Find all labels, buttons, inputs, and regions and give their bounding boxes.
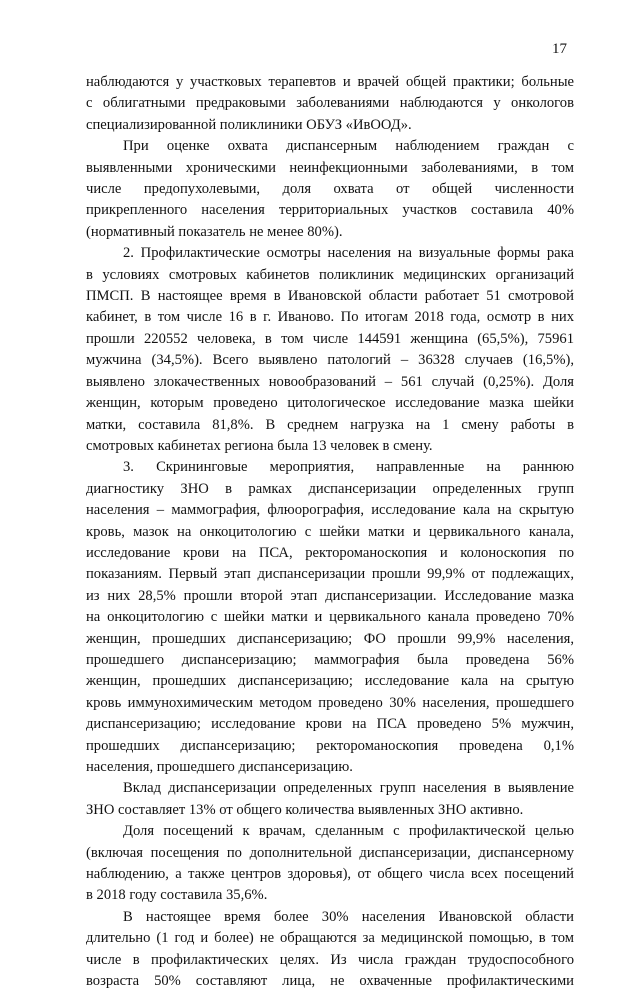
- paragraph: [86, 821, 574, 907]
- text-line: женщин, прошедших диспансеризацию; исследование кала на срытую: [86, 673, 574, 690]
- text-line: специализированной поликлиники ОБУЗ «ИвООД».: [86, 116, 412, 133]
- text-line: женщин, прошедших диспансеризацию; ФО прошли 99,9% населения,: [86, 630, 574, 647]
- text-line: диспансеризацию; исследование крови на ПСА проведено 5% мужчин,: [86, 716, 574, 733]
- paragraph: [86, 72, 574, 136]
- paragraph: [86, 457, 574, 778]
- text-line: из них 28,5% прошли второй этап диспансеризации. Исследование мазка: [86, 587, 574, 604]
- text-line: длительно (1 год и более) не обращаются за медицинской помощью, в том: [86, 930, 574, 947]
- text-line: женщин, которым проведено цитологическое исследование мазка шейки: [86, 395, 574, 412]
- text-line: (включая посещения по дополнительной диспансеризации, диспансерному: [86, 844, 574, 861]
- text-line: на онкоцитологию с шейки матки и цервикального канала проведено 70%: [86, 609, 574, 626]
- text-line: исследование крови на ПСА, ректороманоскопия и колоноскопия по: [86, 544, 574, 561]
- text-line: ЗНО составляет 13% от общего количества выявленных ЗНО активно.: [86, 801, 524, 818]
- text-line: прикрепленного населения территориальных участков составила 40%: [86, 202, 574, 219]
- text-line: выявленными хроническими неинфекционными заболеваниями, в том: [86, 159, 574, 176]
- text-line: наблюдению, а также центров здоровья), от общего числа всех посещений: [86, 866, 574, 883]
- text-line: прошедших диспансеризацию; ректороманоскопия проведена 0,1%: [86, 737, 574, 754]
- text-line: Доля посещений к врачам, сделанным с профилактической целью: [123, 823, 574, 840]
- text-line: населения – маммография, флюорография, исследование кала на скрытую: [86, 502, 574, 519]
- paragraph: [86, 136, 574, 243]
- text-line: прошли 220552 человека, в том числе 144591 женщина (65,5%), 75961: [86, 330, 574, 347]
- paragraph: [86, 243, 574, 457]
- paragraph: [86, 778, 574, 821]
- text-line: Вклад диспансеризации определенных групп населения в выявление: [123, 780, 574, 797]
- paragraph: [86, 907, 574, 992]
- text-line: В настоящее время более 30% населения Ивановской области: [123, 908, 574, 925]
- text-line: кровь иммунохимическим методом проведено 30% населения, прошедшего: [86, 694, 574, 711]
- text-line: показаниям. Первый этап диспансеризации прошли 99,9% от подлежащих,: [86, 566, 574, 583]
- text-line: наблюдаются у участковых терапевтов и врачей общей практики; больные: [86, 74, 574, 90]
- text-line: в условиях смотровых кабинетов поликлиник медицинских организаций: [86, 266, 574, 283]
- text-line: (нормативный показатель не менее 80%).: [86, 223, 343, 240]
- document-body: [86, 72, 574, 992]
- text-line: При оценке охвата диспансерным наблюдением граждан с: [123, 138, 574, 155]
- text-line: возраста 50% составляют лица, не охваченные профилактическими: [86, 973, 574, 990]
- text-line: выявлено злокачественных новообразований – 561 случай (0,25%). Доля: [86, 373, 574, 390]
- text-line: с облигатными предраковыми заболеваниями наблюдаются у онкологов: [86, 95, 574, 112]
- page-number: 17: [552, 41, 567, 57]
- text-line: кровь, мазок на онкоцитологию с шейки матки и цервикального канала,: [86, 523, 574, 540]
- text-line: мужчина (34,5%). Всего выявлено патологий – 36328 случаев (16,5%),: [86, 352, 574, 369]
- text-line: прошедшего диспансеризацию; маммография была проведена 56%: [86, 651, 574, 668]
- text-line: диагностику ЗНО в рамках диспансеризации определенных групп: [86, 480, 574, 497]
- text-line: смотровых кабинетах региона была 13 человек в смену.: [86, 437, 433, 454]
- text-line: 3. Скрининговые мероприятия, направленные на раннюю: [123, 459, 574, 476]
- text-line: 2. Профилактические осмотры населения на визуальные формы рака: [123, 245, 574, 262]
- text-line: в 2018 году составила 35,6%.: [86, 887, 268, 904]
- text-line: числе предопухолевыми, доля охвата от общей численности: [86, 181, 574, 198]
- text-line: матки, составила 81,8%. В среднем нагрузка на 1 смену работы в: [86, 416, 574, 433]
- text-line: ПМСП. В настоящее время в Ивановской области работает 51 смотровой: [86, 288, 574, 305]
- text-line: населения, прошедшего диспансеризацию.: [86, 759, 353, 775]
- text-line: кабинет, в том числе 16 в г. Иваново. По итогам 2018 года, осмотр в них: [86, 309, 574, 326]
- text-line: числе в профилактических целях. Из числа граждан трудоспособного: [86, 951, 574, 968]
